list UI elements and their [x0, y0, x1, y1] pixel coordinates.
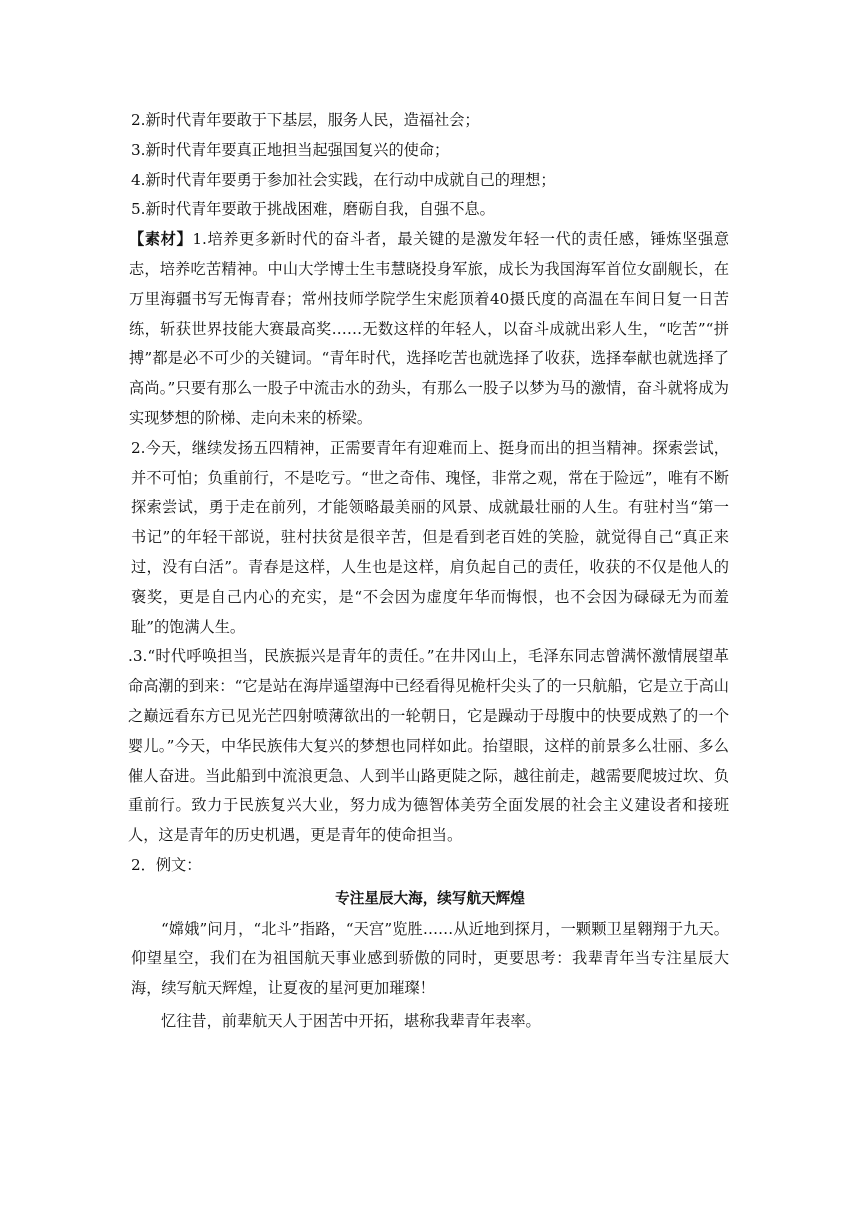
material-text-1: 1.培养更多新时代的奋斗者，最关键的是激发年轻一代的责任感，锤炼坚强意志，培养吃苦精神。中山大学博士生韦慧晓投身军旅，成长为我国海军首位女副舰长，在万里海疆书写无悔青春；常州技师学院学生宋彪顶着40摄氏度的高温在车间日复一日苦练，斩获世界技能大赛最高奖……无数这样的年轻人，以奋斗成就出彩人生，“吃苦”“拼搏”都是必不可少的关键词。“青年时代，选择吃苦也就选择了收获，选择奉献也就选择了高尚。”只要有那么一股子中流击水的劲头，有那么一股子以梦为马的激情，奋斗就将成为实现梦想的阶梯、走向未来的桥梁。 — [129, 230, 730, 427]
list-item: 4.新时代青年要勇于参加社会实践，在行动中成就自己的理想； — [131, 170, 556, 189]
material-paragraph-1 — [129, 225, 729, 434]
material-tag: 【素材】 — [129, 230, 193, 249]
material-paragraph-2: 2.今天，继续发扬五四精神，正需要青年有迎难而上、挺身而出的担当精神。探索尝试，并不可怕；负重前行，不是吃亏。“世之奇伟、瑰怪，非常之观，常在于险远”，唯有不断探索尝试，勇于走在前列，才能领略最美丽的风景、成就最壮丽的人生。有驻村当“第一书记”的年轻干部说，驻村扶贫是很辛苦，但是看到老百姓的笑脸，就觉得自己“真正来过，没有白活”。青春是这样，人生也是这样，肩负起自己的责任，收获的不仅是他人的褒奖，更是自己内心的充实，是“不会因为虚度年华而悔恨，也不会因为碌碌无为而羞耻”的饱满人生。 — [131, 438, 729, 636]
list-item: 3.新时代青年要真正地担当起强国复兴的使命； — [131, 140, 450, 159]
essay-paragraph-2: 忆往昔，前辈航天人于困苦中开拓，堪称我辈青年表率。 — [161, 1011, 541, 1030]
material-paragraph-3: .3.“时代呼唤担当，民族振兴是青年的责任。”在井冈山上，毛泽东同志曾满怀激情展望革命高潮的到来：“它是站在海岸遥望海中已经看得见桅杆尖头了的一只航船，它是立于高山之巅远看东方已见光芒四射喷薄欲出的一轮朝日，它是躁动于母腹中的快要成熟了的一个婴儿。”今天，中华民族伟大复兴的梦想也同样如此。抬望眼，这样的前景多么壮丽、多么催人奋进。当此船到中流浪更急、人到半山路更陡之际，越往前走，越需要爬坡过坎、负重前行。致力于民族复兴大业，努力成为德智体美劳全面发展的社会主义建设者和接班人，这是青年的历史机遇，更是青年的使命担当。 — [128, 647, 729, 845]
example-heading: 2．例文： — [131, 855, 202, 874]
list-item: 5.新时代青年要敢于挑战困难，磨砺自我，自强不息。 — [131, 200, 495, 219]
list-item: 2.新时代青年要敢于下基层，服务人民，造福社会； — [131, 111, 480, 129]
document-body — [128, 106, 730, 1037]
essay-paragraph-1: “嫦娥”问月，“北斗”指路，“天宫”览胜……从近地到探月，一颗颗卫星翱翔于九天。仰望星空，我们在为祖国航天事业感到骄傲的同时，更要思考：我辈青年当专注星辰大海，续写航天辉煌，让夏夜的星河更加璀璨！ — [131, 919, 729, 998]
essay-title: 专注星辰大海，续写航天辉煌 — [335, 889, 525, 907]
